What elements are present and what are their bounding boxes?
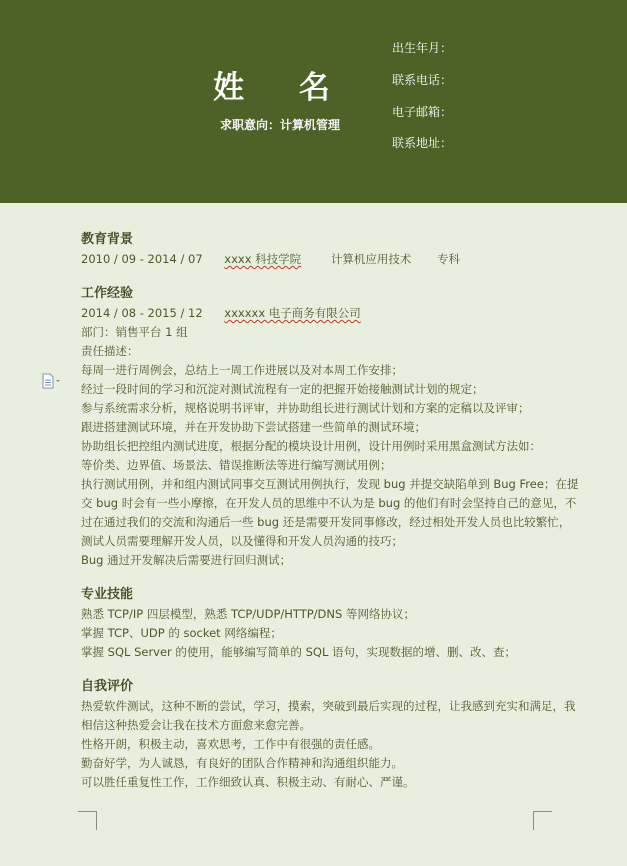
resume-body: [81, 230, 581, 807]
info-address: 联系地址：: [392, 136, 453, 150]
work-title: 工作经验: [81, 286, 134, 301]
work-line: Bug 通过开发解决后需要进行回归测试；: [81, 553, 292, 567]
skills-section: [81, 585, 581, 662]
skills-line: 熟悉 TCP/IP 四层模型，熟悉 TCP/UDP/HTTP/DNS 等网络协议；: [81, 607, 415, 621]
education-school: xxxx 科技学院: [224, 252, 302, 266]
self-line: 性格开朗，积极主动，喜欢思考，工作中有很强的责任感。: [81, 737, 380, 751]
work-line: 执行测试用例，并和组内测试同事交互测试用例执行，发现 bug 并提交缺陷单到 Bug Free；在提: [81, 477, 579, 491]
header-banner: [0, 0, 627, 203]
education-row: [81, 250, 581, 269]
info-email: 电子邮箱：: [392, 105, 453, 119]
job-intent: 求职意向：计算机管理: [219, 118, 340, 132]
work-line: 责任描述：: [81, 344, 139, 358]
work-company: xxxxxx 电子商务有限公司: [224, 306, 361, 320]
page-corner-mark-left: [78, 811, 97, 830]
education-title: 教育背景: [81, 232, 134, 247]
self-section: [81, 677, 581, 792]
skills-title: 专业技能: [81, 587, 134, 602]
info-phone: 联系电话：: [392, 73, 453, 87]
self-line: 热爱软件测试，这种不断的尝试，学习，摸索，突破到最后实现的过程，让我感到充实和满足，我: [81, 699, 576, 713]
work-line: 协助组长把控组内测试进度，根据分配的模块设计用例，设计用例时采用黑盒测试方法如：: [81, 439, 541, 453]
skills-line: 掌握 TCP、UDP 的 socket 网络编程；: [81, 626, 282, 640]
work-line: 部门：销售平台 1 组: [81, 325, 188, 339]
work-line: 测试人员需要理解开发人员，以及懂得和开发人员沟通的技巧；: [81, 534, 403, 548]
self-line: 勤奋好学，为人诚恳，有良好的团队合作精神和沟通组织能力。: [81, 756, 403, 770]
work-line: 等价类、边界值、场景法、错误推断法等进行编写测试用例；: [81, 458, 392, 472]
page-corner-mark-right: [533, 811, 552, 830]
work-line: 交 bug 时会有一些小摩擦，在开发人员的思维中不认为是 bug 的他们有时会坚持自己的意见，不: [81, 496, 577, 510]
work-line: 过在通过我们的交流和沟通后一些 bug 还是需要开发同事修改，经过相处开发人员也比较繁忙，: [81, 515, 571, 529]
education-major: 计算机应用技术: [330, 252, 412, 266]
self-line: 相信这种热爱会让我在技术方面愈来愈完善。: [81, 718, 311, 732]
info-birth: 出生年月：: [392, 41, 453, 55]
work-date: 2014 / 08 - 2015 / 12: [81, 306, 203, 320]
work-section: [81, 284, 581, 570]
skills-line: 掌握 SQL Server 的使用，能够编写简单的 SQL 语句，实现数据的增、删、改、查；: [81, 645, 517, 659]
work-line: 经过一段时间的学习和沉淀对测试流程有一定的把握开始接触测试计划的规定；: [81, 382, 484, 396]
document-icon[interactable]: [41, 373, 61, 389]
work-line: 参与系统需求分析，规格说明书评审，并协助组长进行测试计划和方案的定稿以及评审；: [81, 401, 530, 415]
self-title: 自我评价: [81, 679, 134, 694]
education-section: [81, 230, 581, 269]
work-line: 跟进搭建测试环境，并在开发协助下尝试搭建一些简单的测试环境；: [81, 420, 426, 434]
self-line: 可以胜任重复性工作，工作细致认真、积极主动、有耐心、严谨。: [81, 775, 415, 789]
resume-name: 姓 名: [213, 70, 352, 106]
education-degree: 专科: [437, 252, 460, 266]
education-date: 2010 / 09 - 2014 / 07: [81, 252, 203, 266]
work-line: 每周一进行周例会，总结上一周工作进展以及对本周工作安排；: [81, 363, 403, 377]
work-row: [81, 304, 581, 323]
